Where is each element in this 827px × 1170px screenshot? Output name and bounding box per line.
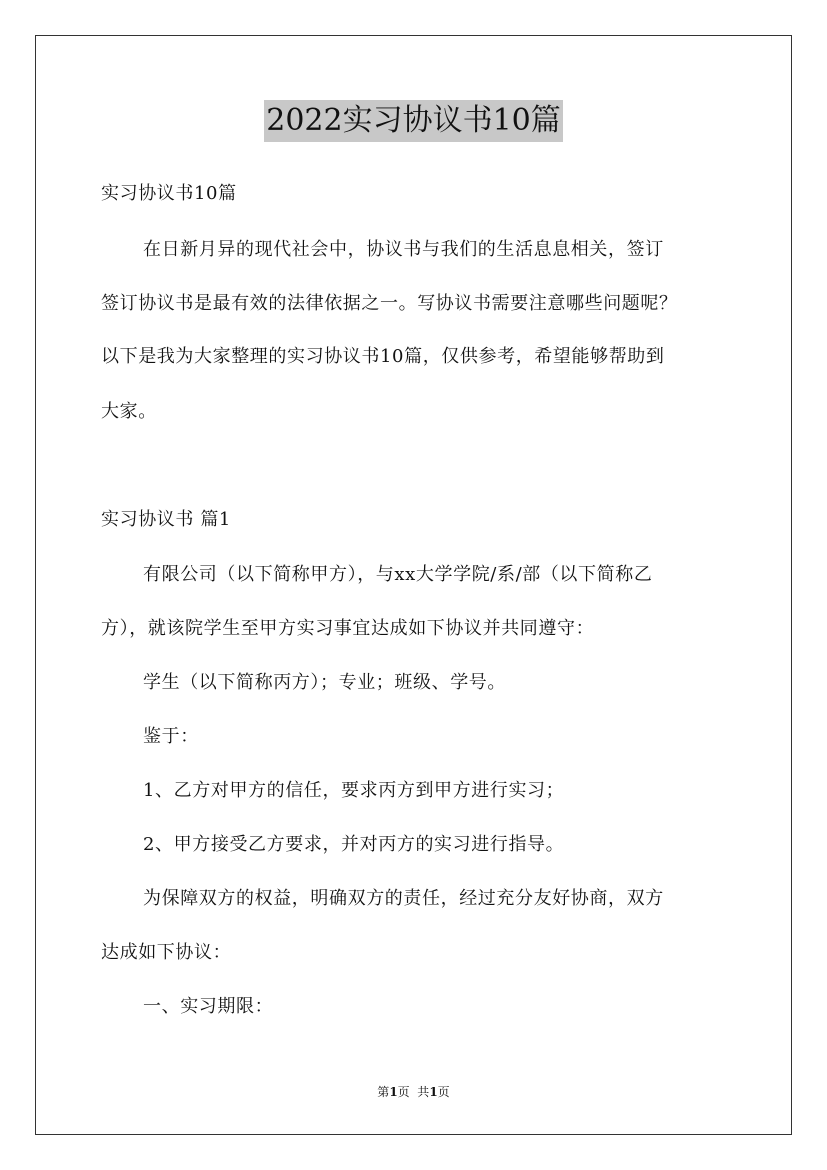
page-footer bbox=[0, 1084, 827, 1100]
section-heading: 实习协议书 篇1 bbox=[101, 509, 231, 530]
footer-page-total: 1 bbox=[429, 1085, 438, 1099]
paragraph-line: 签订协议书是最有效的法律依据之一。写协议书需要注意哪些问题呢？ bbox=[101, 293, 678, 314]
paragraph-line: 一、实习期限： bbox=[143, 996, 274, 1017]
footer-suffix: 页 bbox=[437, 1085, 450, 1099]
footer-page-current: 1 bbox=[389, 1085, 398, 1099]
document-title: 2022实习协议书10篇 bbox=[264, 100, 563, 142]
paragraph-line: 1、乙方对甲方的信任，要求丙方到甲方进行实习； bbox=[143, 780, 565, 801]
paragraph-line: 达成如下协议： bbox=[101, 942, 232, 963]
paragraph-line: 大家。 bbox=[101, 401, 157, 422]
paragraph-line: 在日新月异的现代社会中，协议书与我们的生活息息相关，签订 bbox=[143, 239, 664, 260]
paragraph-line: 有限公司（以下简称甲方），与xx大学学院/系/部（以下简称乙 bbox=[143, 564, 653, 585]
footer-prefix: 第 bbox=[377, 1085, 390, 1099]
paragraph-line: 鉴于： bbox=[143, 726, 199, 747]
title-container bbox=[0, 100, 827, 142]
paragraph-line: 方），就该院学生至甲方实习事宜达成如下协议并共同遵守： bbox=[101, 618, 595, 639]
footer-mid: 页 共 bbox=[397, 1085, 430, 1099]
paragraph-line: 以下是我为大家整理的实习协议书10篇，仅供参考，希望能够帮助到 bbox=[101, 346, 665, 367]
paragraph-line: 2、甲方接受乙方要求，并对丙方的实习进行指导。 bbox=[143, 834, 565, 855]
section-heading: 实习协议书10篇 bbox=[101, 183, 237, 204]
paragraph-line: 学生（以下简称丙方）；专业；班级、学号。 bbox=[143, 672, 506, 693]
paragraph-line: 为保障双方的权益，明确双方的责任，经过充分友好协商，双方 bbox=[143, 888, 664, 909]
